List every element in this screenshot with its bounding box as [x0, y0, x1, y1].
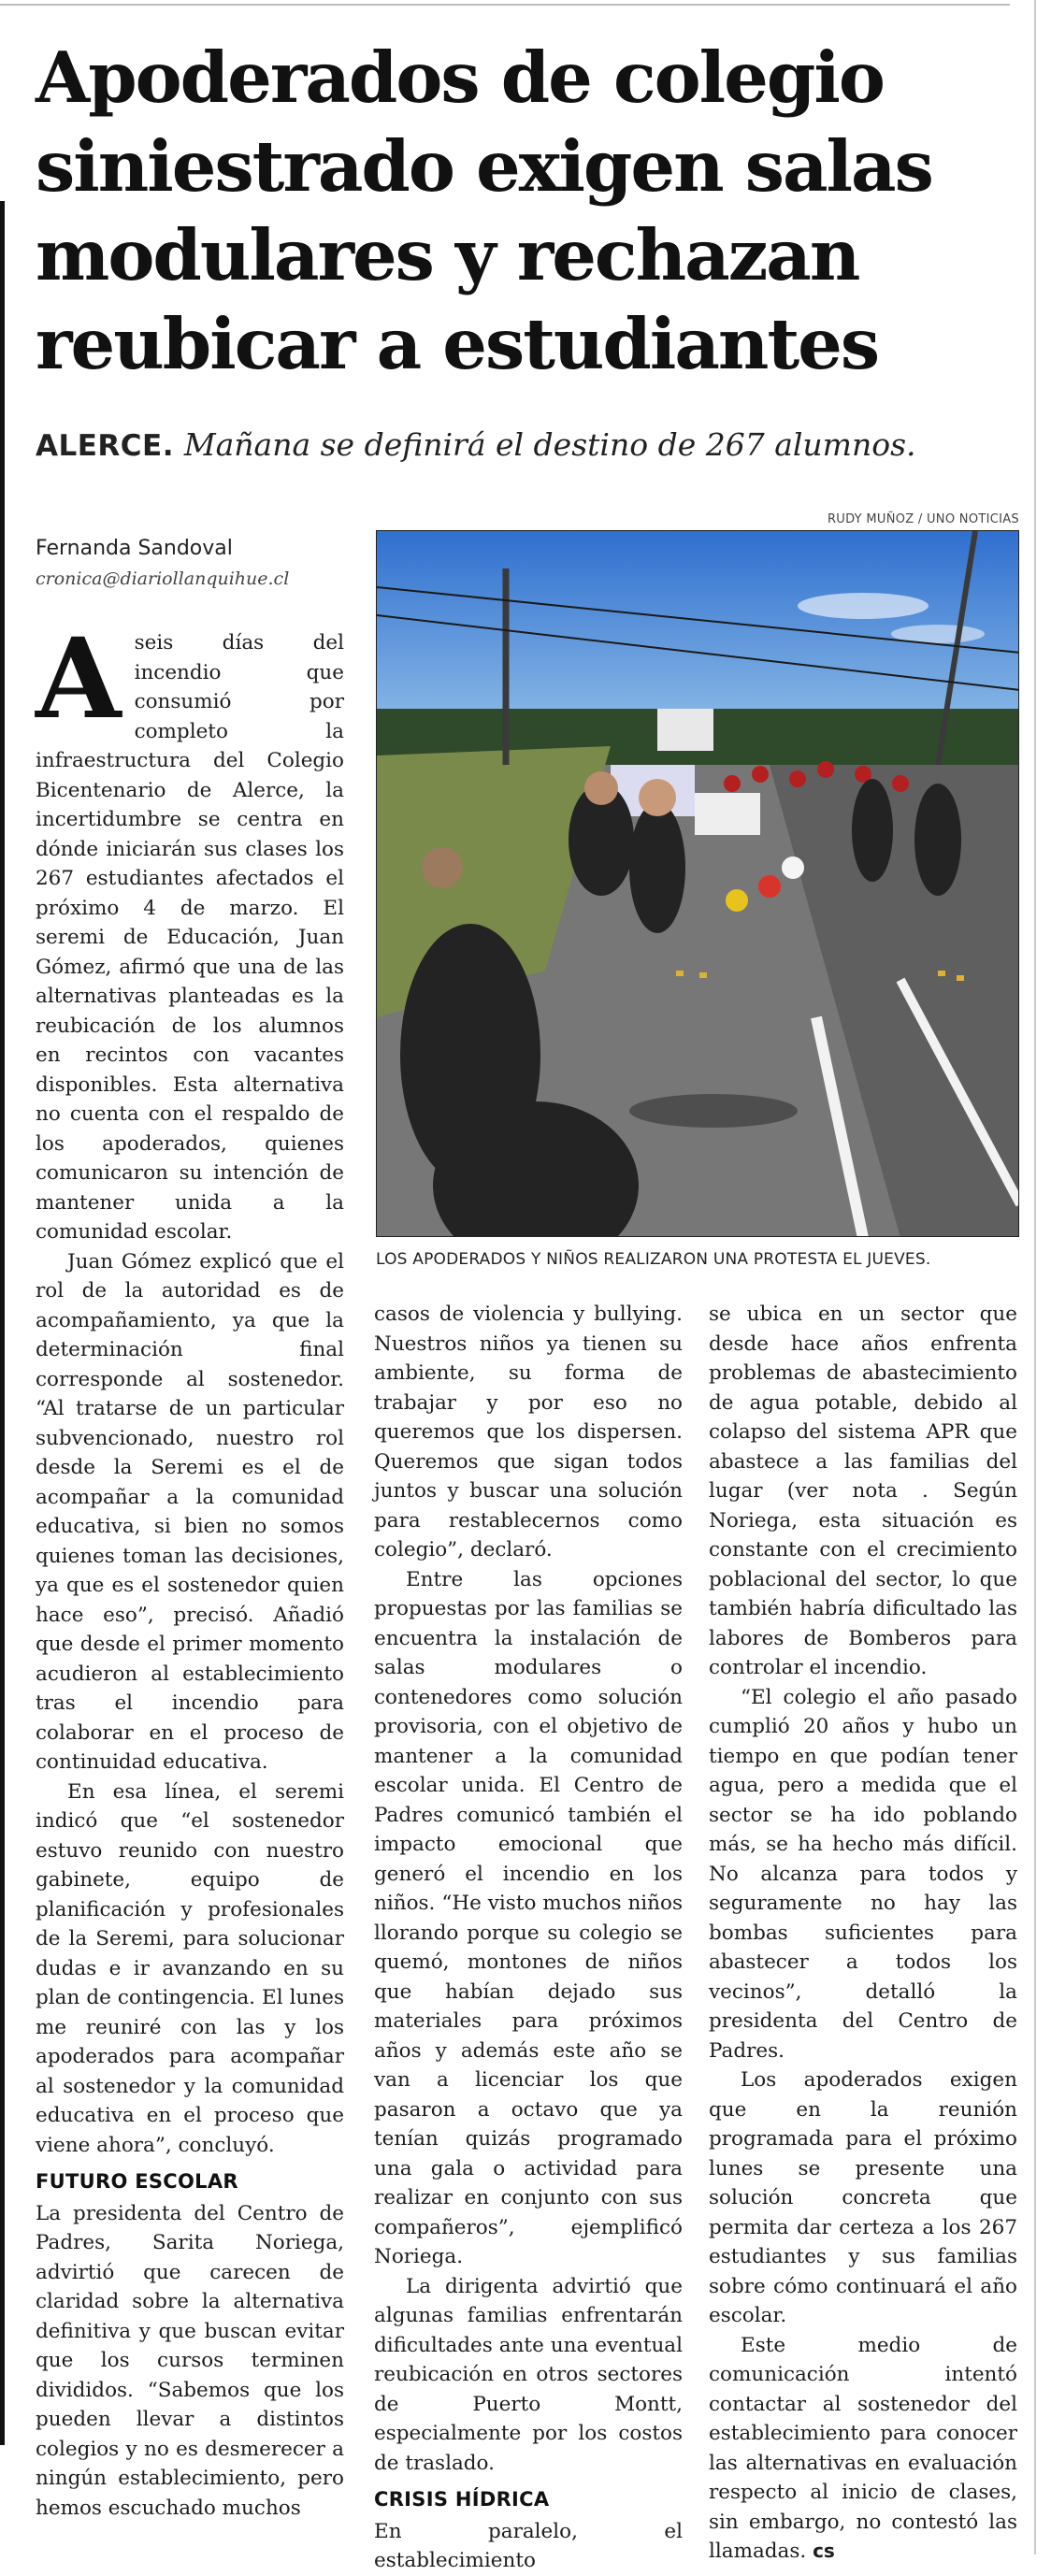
body-paragraph-continued: casos de violencia y bullying. Nuestros niños ya tienen su ambiente, su forma de trabajar y por eso no queremos que los dispersen. Queremos que sigan todos juntos y buscar una solución para restablecernos como colegio”, declaró. [374, 1302, 683, 1561]
closing-text: Este medio de comunicación intentó contactar al sostenedor del establecimiento para conocer las alternativas en evaluación respecto al inicio de clases, sin embargo, no contestó las llamadas. [709, 2333, 1017, 2563]
body-paragraph: La presidenta del Centro de Padres, Sarita Noriega, advirtió que carecen de claridad sobre la alternativa definitiva y que buscan evitar que los cursos terminen divididos. “Sabemos que los pueden llevar a distintos colegios y no es desmerecer a ningún establecimiento, pero hemos escuchado muchos [36, 2201, 344, 2520]
byline-email: cronica@diariollanquihue.cl [36, 568, 290, 589]
end-mark: cs [813, 2540, 835, 2562]
body-paragraph: En paralelo, el establecimiento [374, 2519, 683, 2572]
article-photo [376, 530, 1019, 1237]
dropcap: A [36, 613, 122, 743]
closing-paragraph [709, 2331, 1017, 2567]
photo-credit: RUDY MUÑOZ / UNO NOTICIAS [827, 512, 1019, 526]
article-column-1 [36, 613, 344, 2520]
body-paragraph: La dirigenta advirtió que algunas familias enfrentarán dificultades ante una eventual reubicación en otros sectores de Puerto Montt, especialmente por los costos de traslado. [374, 2274, 683, 2475]
byline [36, 535, 353, 591]
body-paragraph-continued: se ubica en un sector que desde hace años enfrenta problemas de abastecimiento de agua potable, debido al colapso del sistema APR que abastece a las familias del lugar (ver nota . Según Noriega, esta situación es constante con el crecimiento poblacional del sector, lo que también habría dificultado las labores de Bomberos para controlar el incendio. [709, 1302, 1017, 1679]
photo-caption: LOS APODERADOS Y NIÑOS REALIZARON UNA PROTESTA EL JUEVES. [376, 1250, 931, 1269]
section-heading-crisis-hidrica: CRISIS HÍDRICA [374, 2488, 550, 2511]
article-deck [36, 425, 1008, 466]
protest-photo-illustration [377, 531, 1019, 1237]
article-headline: Apoderados de colegio siniestrado exigen salas modulares y rechazan reubicar a estudiantes [36, 36, 932, 385]
body-paragraph: Juan Gómez explicó que el rol de la autoridad es de acompañamiento, ya que la determinación final corresponde al sostenedor. “Al tratarse de un particular subvencionado, nuestro rol desde la Seremi es el de acompañar a la comunidad educativa, si bien no somos quienes toman las decisiones, ya que es el sostenedor quien hace eso”, precisó. Añadió que desde el primer momento acudieron al establecimiento tras el incendio para colaborar en el proceso de continuidad educativa. [36, 1249, 344, 1774]
lead-text: seis días del incendio que consumió por completo la infraestructura del Colegio Bicentenario de Alerce, la incertidumbre se centra en dónde iniciarán sus clases los 267 estudiantes afectados el próximo 4 de marzo. El seremi de Educación, Juan Gómez, afirmó que una de las alternativas planteadas es la reubicación de los alumnos en recintos con vacantes disponibles. Esta alternativa no cuenta con el respaldo de los apoderados, quienes comunicaron su intención de mantener unida a la comunidad escolar. [36, 631, 344, 1244]
lead-paragraph [36, 613, 344, 1247]
byline-author: Fernanda Sandoval [36, 537, 233, 560]
article-column-3 [709, 1300, 1017, 2563]
deck-text: Mañana se definirá el destino de 267 alumnos. [183, 426, 916, 463]
deck-kicker: ALERCE. [36, 429, 174, 463]
page-edge-rule [1034, 0, 1036, 2554]
page-edge-bar [0, 201, 5, 2445]
body-paragraph: Los apoderados exigen que en la reunión programada para el próximo lunes se presente una solución concreta que permita dar certeza a los 267 estudiantes y sus familias sobre cómo continuará el año escolar. [709, 2068, 1017, 2327]
section-heading-futuro-escolar: FUTURO ESCOLAR [36, 2170, 238, 2193]
top-rule [0, 4, 1010, 6]
article-column-2 [374, 1300, 683, 2572]
body-paragraph: Entre las opciones propuestas por las familias se encuentra la instalación de salas modulares o contenedores como solución provisoria, con el objetivo de mantener a la comunidad escolar unida. El Centro de Padres comunicó también el impacto emocional que generó el incendio en los niños. “He visto muchos niños llorando porque su colegio se quemó, montones de niños que habían dejado sus materiales para próximos años y además este año se van a licenciar los que pasaron a octavo que ya tenían quizás programado una gala o actividad para realizar en conjunto con sus compañeros”, ejemplificó Noriega. [374, 1567, 683, 2268]
body-paragraph: “El colegio el año pasado cumplió 20 años y hubo un tiempo en que podían tener agua, pero a medida que el sector se ha ido poblando más, se ha hecho más difícil. No alcanza para todos y seguramente no hay las bombas suficientes para abastecer a todos los vecinos”, detalló la presidenta del Centro de Padres. [709, 1685, 1017, 2063]
body-paragraph: En esa línea, el seremi indicó que “el sostenedor estuvo reunido con nuestro gabinete, equipo de planificación y profesionales de la Seremi, para solucionar dudas e ir avanzando en su plan de contingencia. El lunes me reuniré con las y los apoderados para acompañar al sostenedor y la comunidad educativa en el proceso que viene ahora”, concluyó. [36, 1779, 344, 2157]
